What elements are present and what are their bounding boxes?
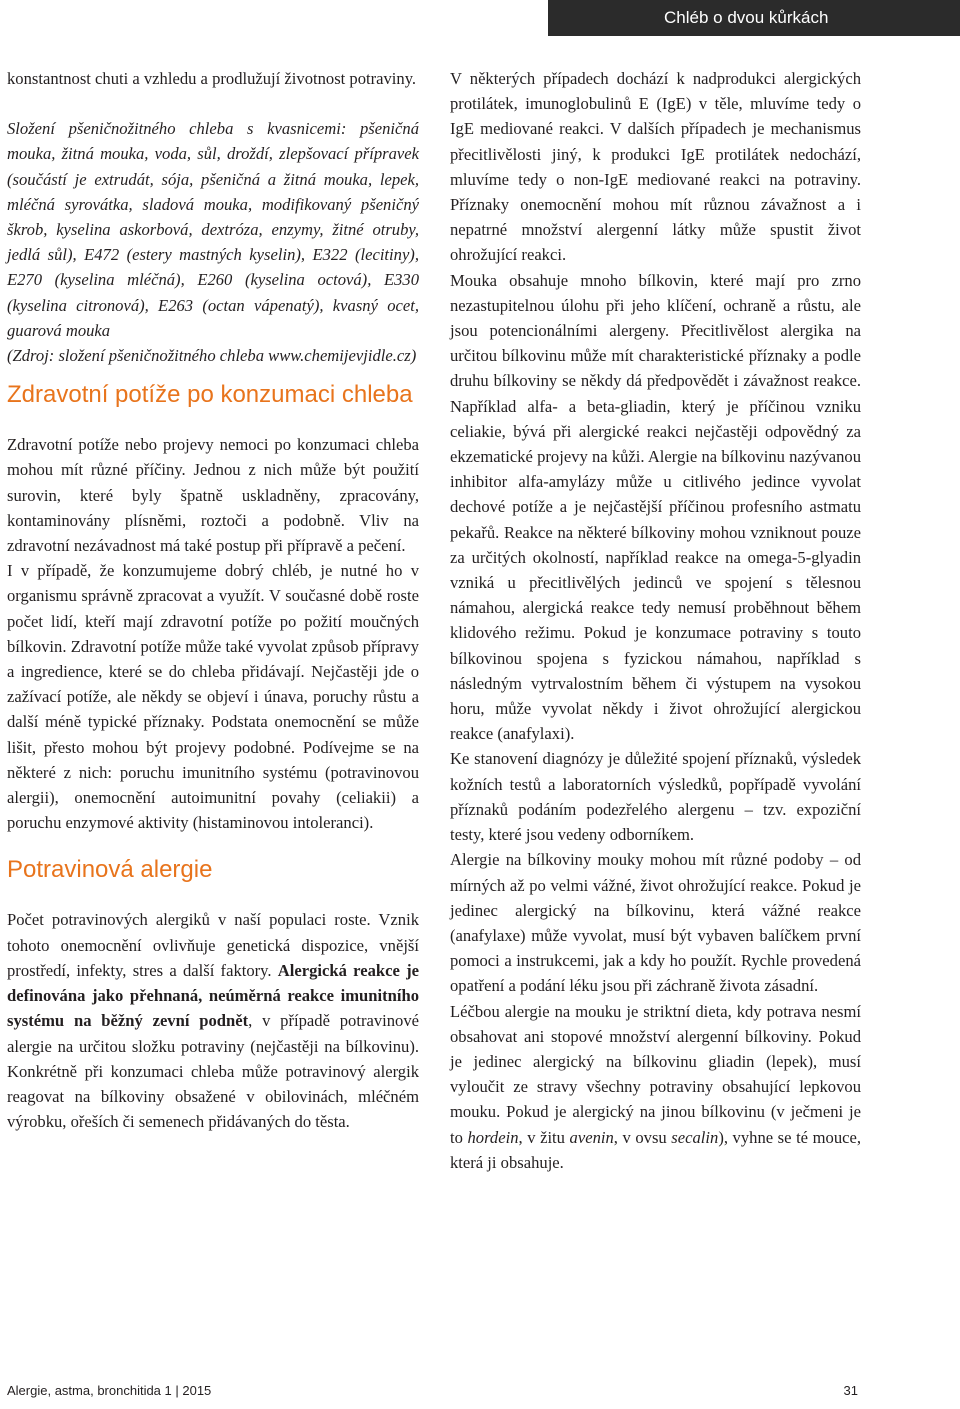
right-paragraph-3: Ke stanovení diagnózy je důležité spojení příznaků, výsledek kožních testů a laboratorních výsledků, popřípadě vyvolání příznaků podáním podezřelého alergenu – tzv. expoziční testy, které jsou vedeny odborníkem. [450,749,861,845]
term-avenin: avenin [569,1127,614,1147]
right-column [450,66,861,1175]
right-paragraph-5 [450,999,861,1175]
allergy-paragraph-1 [7,907,419,1134]
footer-publication: Alergie, astma, bronchitida 1 | 2015 [7,1383,212,1398]
heading-food-allergy: Potravinová alergie [7,856,213,884]
intro-continuation: konstantnost chuti a vzhledu a prodlužují životnost potraviny. [7,69,417,88]
allergy-text-part-1: Počet potravinových alergiků v naší populaci roste. Vznik tohoto onemocnění ovlivňuje genetická dispozice, vnější prostředí, infekty, stres a další faktory. [7,910,419,980]
running-header: Chléb o dvou kůrkách [548,0,960,36]
left-column [7,66,419,1134]
treatment-text-d: ), vyhne se té mouce, která ji obsahuje. [450,1127,861,1172]
allergy-text-part-2: , v případě potravinové alergie na určitou složku potraviny (nejčastěji na bílkovinu). Konkrétně při konzumaci chleba může potravinový alergik reagovat na bílkoviny obsažené v obilovinách, mléčném výrobku, ořeších či semenech přidávaných do těsta. [7,1011,419,1132]
treatment-text-b: , v žitu [518,1127,570,1147]
right-paragraph-4: Alergie na bílkoviny mouky mohou mít různé podoby – od mírných až po velmi vážné, život ohrožující reakce. Pokud je jedinec alergický na bílkovinu, která vážné reakce (anafylaxe) může vyvolat, musí být vybaven balíčkem první pomoci a instrukcemi, jak a kdy ho použít. Rychle provedená opatření a podání léku jsou při záchraně života zásadní. [450,850,861,996]
health-paragraph-2: I v případě, že konzumujeme dobrý chléb, je nutné ho v organismu správně zpracovat a využít. V současné době roste počet lidí, kteří mají zdravotní potíže po požití moučných bílkovin. Zdravotní potíže může také vyvolat způsob přípravy a ingredience, které se do chleba přidávají. Nejčastěji jde o zažívací potíže, ale někdy se objeví i únava, poruchy růstu a další méně typické příznaky. Podstata onemocnění se může lišit, přesto mohou být projevy podobné. Podívejme se na některé z nich: poruchu imunitního systému (potravinovou alergii), onemocnění autoimunitní povahy (celiakii) a poruchu enzymové aktivity (histaminovou intoleranci). [7,561,419,833]
ingredients-source: (Zdroj: složení pšeničnožitného chleba www.chemijevjidle.cz) [7,346,417,366]
footer-page-number: 31 [843,1383,858,1398]
heading-health-problems: Zdravotní potíže po konzumaci chleba [7,381,413,409]
right-paragraph-2: Mouka obsahuje mnoho bílkovin, které mají pro zrno nezastupitelnou úlohu při jeho klíčení, ochraně a růstu, ale jsou potencionálními alergeny. Přecitlivělost alergika na určitou bílkovinu může mít charakteristické příznaky a podle druhu bílkoviny se někdy dá předpovědět i závažnost reakce. Například alfa- a beta-gliadin, který je příčinou vzniku celiakie, bývá při alergické reakci nejčastěji odpovědný za ekzematické projevy na kůži. Alergie na bílkovinu nazývanou inhibitor alfa-amylázy může u citlivého jedince vyvolat dechové potíže a je nejčastější příčinou profesního astmatu pekařů. Reakce na některé bílkoviny mohou vzniknout pouze za určitých okolností, například reakce na omega-5-glyadin vzniká u přecitlivělých jedinců ve spojení s tělesnou námahou, alergická reakce tedy nemusí proběhnout během klidového režimu. Pokud je konzumace potraviny s touto bílkovinou spojena s fyzickou námahou, například s následným vytrvalostním během či výstupem na vysokou horu, může vyvolat někdy i život ohrožující alergickou reakce (anafylaxi). [450,270,861,744]
treatment-text-c: , v ovsu [613,1127,672,1147]
term-hordein: hordein [467,1127,519,1147]
right-paragraph-1: V některých případech dochází k nadprodukci alergických protilátek, imunoglobulinů E (IgE) v těle, mluvíme tedy o IgE mediované reakci. V dalších případech je mechanismus přecitlivělosti jiný, k produkci IgE protilátek nedochází, mluvíme tedy o non-IgE mediované reakci na potraviny. Příznaky onemocnění mohou mít různou závažnost a i nepatrné množství alergenní látky může spustit život ohrožující reakci. [450,69,861,265]
treatment-text-a: Léčbou alergie na mouku je striktní dieta, kdy potrava nesmí obsahovat ani stopové množství alergenní bílkoviny. Pokud je jedinec alergický na bílkovinu gliadin (lepek), musí vyloučit ze stravy všechny potraviny obsahující lepkovou mouku. Pokud je alergický na jinou bílkovinu (v ječmeni je to [450,1001,861,1147]
ingredients-list: Složení pšeničnožitného chleba s kvasnicemi: pšeničná mouka, žitná mouka, voda, sůl, droždí, zlepšovací přípravek (součástí je extrudát, sója, pšeničná a žitná mouka, lepek, mléčná syrovátka, sladová mouka, modifikovaný pšeničný škrob, kyselina askorbová, dextróza, enzymy, žitné otruby, jedlá sůl), E472 (estery mastných kyselin), E322 (lecitiny), E270 (kyselina mléčná), E260 (kyselina octová), E330 (kyselina citronová), E263 (octan vápenatý), kvasný ocet, guarová mouka [7,119,419,340]
health-paragraph-1: Zdravotní potíže nebo projevy nemoci po konzumaci chleba mohou mít různé příčiny. Jednou z nich může být použití surovin, které byly špatně uskladněny, zpracovány, kontaminovány plísněmi, roztoči a podobně. Vliv na zdravotní nezávadnost má také postup při přípravě a pečení. [7,435,419,556]
term-secalin: secalin [671,1127,719,1147]
allergy-definition-bold: Alergická reakce je definována jako přehnaná, neúměrná reakce imunitního systému na běžný zevní podnět [7,960,419,1031]
